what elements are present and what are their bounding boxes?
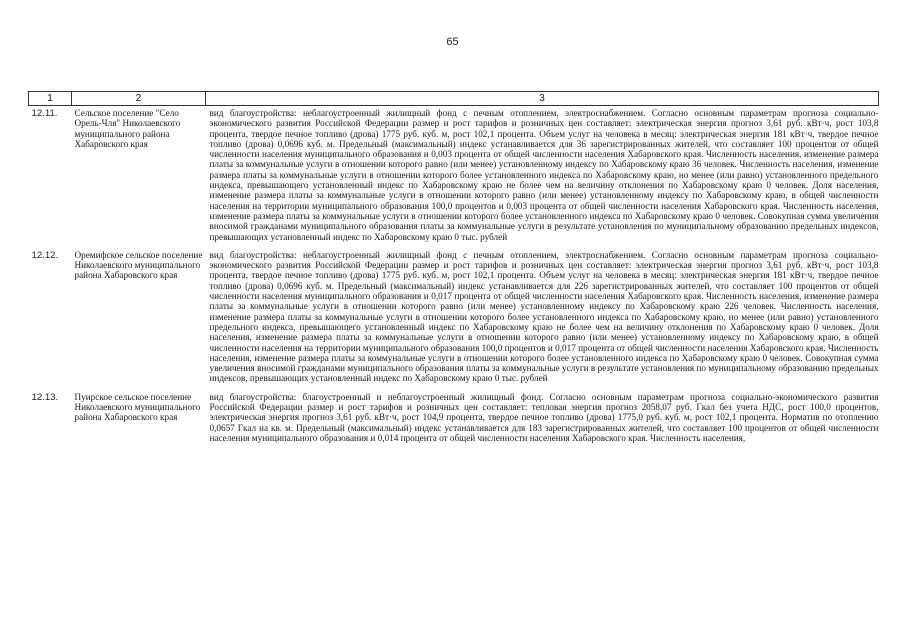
table-row xyxy=(29,390,879,449)
column-header-2: 2 xyxy=(72,92,206,106)
settlement-name: Пуирское сельское поселение Николаевского муниципального района Хабаровского края xyxy=(74,391,201,423)
settlement-description: вид благоустройства: неблагоустроенный жилищный фонд с печным отоплением, электроснабжением. Согласно основным параметрам прогноза социально-экономического развития Российской Федерации размер и рост тарифов и розничных цен составляет: электрическая энергия прогноз 3,61 руб. кВт·ч, рост 103,8 процента, твердое печное топливо (дрова) 1775 руб. куб. м, рост 102,1 процента. Объем услуг на человека в месяц: электрическая энергия 181 кВт·ч, твердое печное топливо (дрова) 0,0696 куб. м. Предельный (максимальный) индекс устанавливается для 36 зарегистрированных жителей, что составляет 100 процентов от общей численности населения муниципального образования и 0,003 процента от общей численности населения Хабаровского края. Численность населения, изменение размера платы за коммунальные услуги в отношении которого равно (или менее) установленному индексу по Хабаровскому краю 36 человек. Численность населения, изменение размера платы за коммунальные услуги в отношении которого более установленного индекса по Хабаровскому краю, но менее (или равно) установленного предельного индекса, превышающего установленный индекс по Хабаровскому краю не более чем на величину отклонения по Хабаровскому краю 0 человек. Доля населения, изменение размера платы за коммунальные услуги в отношении которого равно (или менее) установленному индексу по Хабаровскому краю, в общей численности населения на территории муниципального образования 100,0 процентов и 0,003 процента от общей численности населения Хабаровского края. Численность населения, изменение размера платы за коммунальные услуги в отношении которого более установленного индекса по Хабаровскому краю 0 человек. Совокупная сумма увеличения вносимой гражданами муниципального образования платы за коммунальные услуги в результате установления по муниципальному образованию предельных индексов, превышающих установленный индекс по Хабаровскому краю 0 тыс. рублей xyxy=(209,108,879,242)
settlement-description: вид благоустройства: благоустроенный и неблагоустроенный жилищный фонд. Согласно основным параметрам прогноза социально-экономического развития Российской Федерации размер и рост тарифов и розничных цен составляет: тепловая энергия прогноз 2058,07 руб. Гкал без учета НДС, рост 100,0 процентов, электрическая энергия прогноз 3,61 руб. кВт·ч, рост 104,9 процента, твердое печное топливо (дрова) 1775,0 руб. куб. м, рост 102,1 процента. Норматив по отоплению 0,0657 Гкал на кв. м. Предельный (максимальный) индекс устанавливается для 183 зарегистрированных жителей, что составляет 100 процентов от общей численности населения муниципального образования и 0,014 процента от общей численности населения Хабаровского края. Численность населения, xyxy=(209,391,879,443)
column-header-1: 1 xyxy=(29,92,72,106)
data-table xyxy=(28,91,879,449)
page-number: 65 xyxy=(446,36,459,48)
table-row xyxy=(29,106,879,248)
table-row xyxy=(29,248,879,390)
column-header-3: 3 xyxy=(206,92,879,106)
row-number: 12.13. xyxy=(31,391,59,403)
row-number: 12.11. xyxy=(31,108,58,119)
settlement-description: вид благоустройства: неблагоустроенный жилищный фонд с печным отоплением, электроснабжением. Согласно основным параметрам прогноза социально-экономического развития Российской Федерации размер и рост тарифов и розничных цен составляет: электрическая энергия прогноз 3,61 руб. кВт·ч, рост 103,8 процента, твердое печное топливо (дрова) 1775 руб. куб. м, рост 102,1 процента. Объем услуг на человека в месяц: электрическая энергия 181 кВт·ч, твердое печное топливо (дрова) 0,0696 куб. м. Предельный (максимальный) индекс устанавливается для 226 зарегистрированных жителей, что составляет 100 процентов от общей численности населения муниципального образования и 0,017 процента от общей численности населения Хабаровского края. Численность населения, изменение размера платы за коммунальные услуги в отношении которого равно (или менее) установленному индексу по Хабаровскому краю 226 человек. Численность населения, изменение размера платы за коммунальные услуги в отношении которого более установленного индекса по Хабаровскому краю, но менее (или равно) установленного предельного индекса, превышающего установленный индекс по Хабаровскому краю не более чем на величину отклонения по Хабаровскому краю 0 человек. Доля населения, изменение размера платы за коммунальные услуги в отношении которого равно (или менее) установленному индексу по Хабаровскому краю, в общей численности населения на территории муниципального образования 100,0 процентов и 0,017 процента от общей численности населения Хабаровского края. Численность населения, изменение размера платы за коммунальные услуги в отношении которого более установленного индекса по Хабаровскому краю 0 человек. Совокупная сумма увеличения вносимой гражданами муниципального образования платы за коммунальные услуги в результате установления по муниципальному образованию предельных индексов, превышающих установленный индекс по Хабаровскому краю 0 тыс. рублей xyxy=(209,249,879,384)
settlement-name: Сельское поселение "Село Орель-Чля" Николаевского муниципального района Хабаровского края xyxy=(74,108,181,149)
settlement-name: Оремифское сельское поселение Николаевского муниципального района Хабаровского края xyxy=(74,249,203,281)
table-header-row xyxy=(29,92,879,106)
row-number: 12.12. xyxy=(31,249,59,261)
